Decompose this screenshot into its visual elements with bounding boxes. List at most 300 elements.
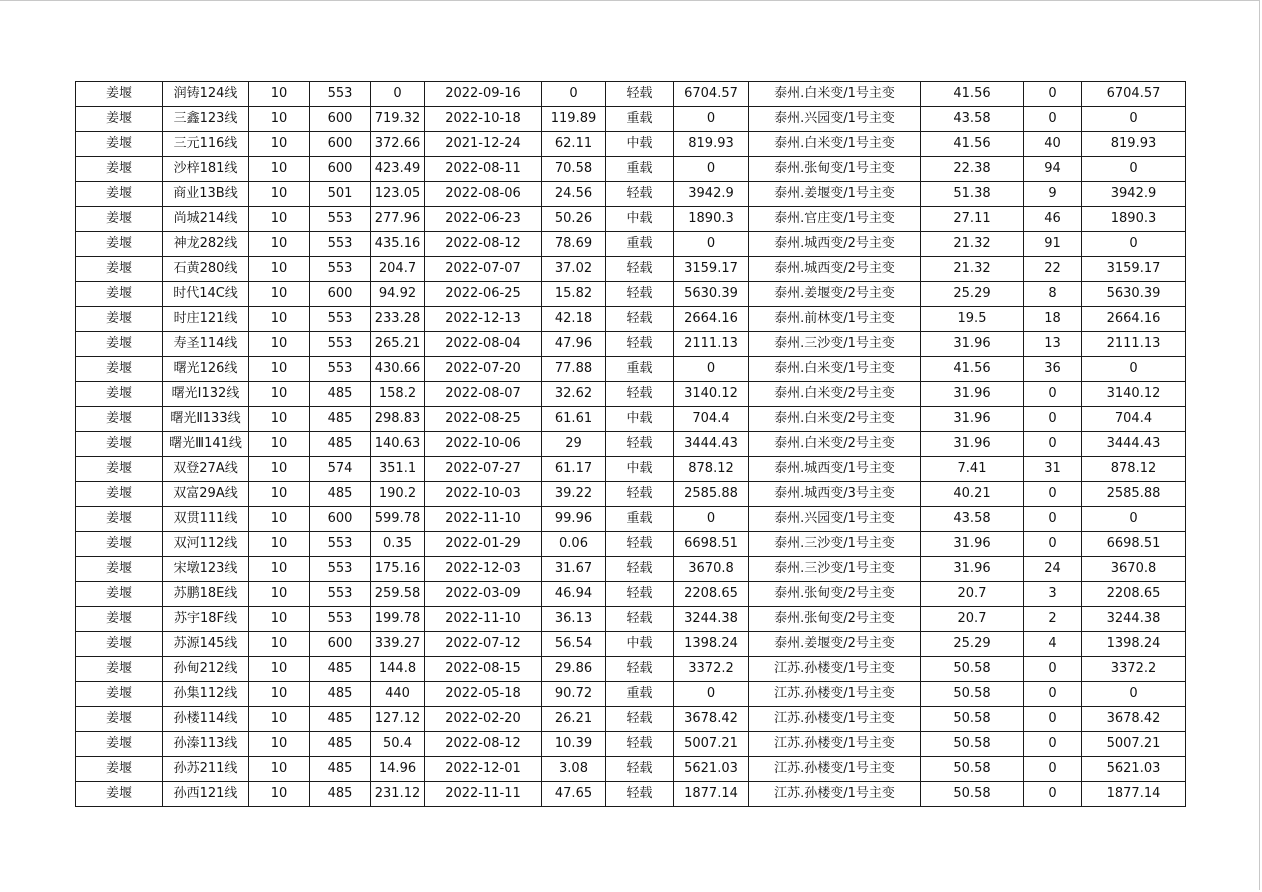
line-name-cell: 双富29A线 <box>163 482 249 507</box>
load-status-cell: 轻载 <box>606 482 674 507</box>
transformer-cell: 泰州.三沙变/1号主变 <box>749 557 921 582</box>
voltage-cell: 10 <box>249 782 310 807</box>
line-name-cell: 孙西121线 <box>163 782 249 807</box>
load-rate-cell: 26.21 <box>542 707 606 732</box>
load-status-cell: 中载 <box>606 207 674 232</box>
load-status-cell: 轻载 <box>606 557 674 582</box>
line-name-cell: 宋墩123线 <box>163 557 249 582</box>
available-capacity-cell: 6704.57 <box>674 82 749 107</box>
voltage-cell: 10 <box>249 107 310 132</box>
table-row <box>76 232 1186 257</box>
capacity-cell: 485 <box>310 782 371 807</box>
transformer-load-rate-cell: 21.32 <box>921 232 1024 257</box>
transformer-cell: 江苏.孙楼变/1号主变 <box>749 707 921 732</box>
table-row <box>76 632 1186 657</box>
capacity-cell: 600 <box>310 282 371 307</box>
voltage-cell: 10 <box>249 582 310 607</box>
available-capacity-cell: 5630.39 <box>674 282 749 307</box>
date-cell: 2022-07-20 <box>425 357 542 382</box>
voltage-cell: 10 <box>249 757 310 782</box>
date-cell: 2022-02-20 <box>425 707 542 732</box>
voltage-cell: 10 <box>249 732 310 757</box>
load-status-cell: 中载 <box>606 457 674 482</box>
region-cell: 姜堰 <box>76 307 163 332</box>
transformer-cell: 泰州.兴园变/1号主变 <box>749 107 921 132</box>
load-rate-cell: 90.72 <box>542 682 606 707</box>
transformer-load-rate-cell: 25.29 <box>921 632 1024 657</box>
voltage-cell: 10 <box>249 407 310 432</box>
open-capacity-cell: 3678.42 <box>1082 707 1186 732</box>
open-capacity-cell: 3670.8 <box>1082 557 1186 582</box>
region-cell: 姜堰 <box>76 707 163 732</box>
region-cell: 姜堰 <box>76 532 163 557</box>
capacity-cell: 553 <box>310 357 371 382</box>
transformer-cell: 泰州.白米变/1号主变 <box>749 132 921 157</box>
transformer-load-rate-cell: 41.56 <box>921 82 1024 107</box>
transformer-load-rate-cell: 22.38 <box>921 157 1024 182</box>
date-cell: 2022-05-18 <box>425 682 542 707</box>
region-cell: 姜堰 <box>76 107 163 132</box>
table-row <box>76 682 1186 707</box>
capacity-cell: 485 <box>310 757 371 782</box>
table-row <box>76 557 1186 582</box>
voltage-cell: 10 <box>249 332 310 357</box>
transformer-cell: 泰州.张甸变/2号主变 <box>749 607 921 632</box>
load-cell: 259.58 <box>371 582 425 607</box>
count-cell: 0 <box>1024 532 1082 557</box>
load-cell: 123.05 <box>371 182 425 207</box>
load-status-cell: 中载 <box>606 632 674 657</box>
voltage-cell: 10 <box>249 132 310 157</box>
open-capacity-cell: 3444.43 <box>1082 432 1186 457</box>
count-cell: 46 <box>1024 207 1082 232</box>
voltage-cell: 10 <box>249 632 310 657</box>
capacity-cell: 553 <box>310 207 371 232</box>
region-cell: 姜堰 <box>76 407 163 432</box>
available-capacity-cell: 2664.16 <box>674 307 749 332</box>
capacity-cell: 485 <box>310 482 371 507</box>
available-capacity-cell: 0 <box>674 157 749 182</box>
available-capacity-cell: 3244.38 <box>674 607 749 632</box>
load-cell: 231.12 <box>371 782 425 807</box>
open-capacity-cell: 5007.21 <box>1082 732 1186 757</box>
line-name-cell: 商业13B线 <box>163 182 249 207</box>
date-cell: 2022-07-12 <box>425 632 542 657</box>
transformer-load-rate-cell: 31.96 <box>921 382 1024 407</box>
voltage-cell: 10 <box>249 507 310 532</box>
region-cell: 姜堰 <box>76 557 163 582</box>
line-name-cell: 孙集112线 <box>163 682 249 707</box>
date-cell: 2022-10-03 <box>425 482 542 507</box>
voltage-cell: 10 <box>249 382 310 407</box>
transformer-cell: 泰州.白米变/2号主变 <box>749 432 921 457</box>
capacity-cell: 600 <box>310 632 371 657</box>
capacity-cell: 553 <box>310 257 371 282</box>
transformer-cell: 泰州.城西变/2号主变 <box>749 232 921 257</box>
capacity-cell: 485 <box>310 432 371 457</box>
available-capacity-cell: 1877.14 <box>674 782 749 807</box>
load-cell: 423.49 <box>371 157 425 182</box>
transformer-load-rate-cell: 50.58 <box>921 732 1024 757</box>
capacity-cell: 485 <box>310 732 371 757</box>
region-cell: 姜堰 <box>76 232 163 257</box>
load-rate-cell: 31.67 <box>542 557 606 582</box>
load-status-cell: 轻载 <box>606 782 674 807</box>
line-name-cell: 双河112线 <box>163 532 249 557</box>
load-status-cell: 轻载 <box>606 332 674 357</box>
count-cell: 2 <box>1024 607 1082 632</box>
available-capacity-cell: 0 <box>674 107 749 132</box>
count-cell: 0 <box>1024 482 1082 507</box>
load-status-cell: 轻载 <box>606 307 674 332</box>
available-capacity-cell: 0 <box>674 682 749 707</box>
load-cell: 50.4 <box>371 732 425 757</box>
transformer-cell: 泰州.姜堰变/2号主变 <box>749 632 921 657</box>
available-capacity-cell: 1890.3 <box>674 207 749 232</box>
open-capacity-cell: 1398.24 <box>1082 632 1186 657</box>
load-rate-cell: 70.58 <box>542 157 606 182</box>
capacity-cell: 485 <box>310 682 371 707</box>
table-row <box>76 157 1186 182</box>
available-capacity-cell: 3942.9 <box>674 182 749 207</box>
transformer-load-rate-cell: 50.58 <box>921 757 1024 782</box>
transformer-cell: 江苏.孙楼变/1号主变 <box>749 682 921 707</box>
table-row <box>76 382 1186 407</box>
available-capacity-cell: 704.4 <box>674 407 749 432</box>
open-capacity-cell: 0 <box>1082 507 1186 532</box>
voltage-cell: 10 <box>249 307 310 332</box>
date-cell: 2022-06-23 <box>425 207 542 232</box>
voltage-cell: 10 <box>249 707 310 732</box>
count-cell: 31 <box>1024 457 1082 482</box>
capacity-cell: 501 <box>310 182 371 207</box>
load-cell: 204.7 <box>371 257 425 282</box>
voltage-cell: 10 <box>249 282 310 307</box>
region-cell: 姜堰 <box>76 582 163 607</box>
line-name-cell: 孙苏211线 <box>163 757 249 782</box>
available-capacity-cell: 0 <box>674 507 749 532</box>
load-cell: 351.1 <box>371 457 425 482</box>
load-rate-cell: 61.61 <box>542 407 606 432</box>
transformer-cell: 泰州.三沙变/1号主变 <box>749 332 921 357</box>
line-name-cell: 寿圣114线 <box>163 332 249 357</box>
line-name-cell: 沙梓181线 <box>163 157 249 182</box>
count-cell: 94 <box>1024 157 1082 182</box>
date-cell: 2022-08-12 <box>425 732 542 757</box>
open-capacity-cell: 1877.14 <box>1082 782 1186 807</box>
date-cell: 2022-12-01 <box>425 757 542 782</box>
region-cell: 姜堰 <box>76 257 163 282</box>
open-capacity-cell: 2585.88 <box>1082 482 1186 507</box>
transformer-load-rate-cell: 40.21 <box>921 482 1024 507</box>
capacity-cell: 553 <box>310 582 371 607</box>
available-capacity-cell: 5007.21 <box>674 732 749 757</box>
data-table <box>75 81 1186 807</box>
load-status-cell: 中载 <box>606 407 674 432</box>
load-rate-cell: 10.39 <box>542 732 606 757</box>
voltage-cell: 10 <box>249 482 310 507</box>
available-capacity-cell: 3444.43 <box>674 432 749 457</box>
voltage-cell: 10 <box>249 207 310 232</box>
load-cell: 199.78 <box>371 607 425 632</box>
load-rate-cell: 99.96 <box>542 507 606 532</box>
line-name-cell: 曙光Ⅰ132线 <box>163 382 249 407</box>
count-cell: 24 <box>1024 557 1082 582</box>
load-rate-cell: 37.02 <box>542 257 606 282</box>
load-rate-cell: 62.11 <box>542 132 606 157</box>
open-capacity-cell: 5621.03 <box>1082 757 1186 782</box>
region-cell: 姜堰 <box>76 182 163 207</box>
voltage-cell: 10 <box>249 532 310 557</box>
available-capacity-cell: 0 <box>674 357 749 382</box>
open-capacity-cell: 5630.39 <box>1082 282 1186 307</box>
table-row <box>76 582 1186 607</box>
transformer-load-rate-cell: 43.58 <box>921 507 1024 532</box>
table-row <box>76 207 1186 232</box>
open-capacity-cell: 0 <box>1082 157 1186 182</box>
table-row <box>76 107 1186 132</box>
open-capacity-cell: 2664.16 <box>1082 307 1186 332</box>
capacity-cell: 553 <box>310 332 371 357</box>
line-name-cell: 双登27A线 <box>163 457 249 482</box>
table-row <box>76 782 1186 807</box>
load-status-cell: 重载 <box>606 507 674 532</box>
load-rate-cell: 32.62 <box>542 382 606 407</box>
table-row <box>76 182 1186 207</box>
line-name-cell: 苏鹏18E线 <box>163 582 249 607</box>
line-name-cell: 时庄121线 <box>163 307 249 332</box>
load-rate-cell: 56.54 <box>542 632 606 657</box>
voltage-cell: 10 <box>249 457 310 482</box>
transformer-load-rate-cell: 31.96 <box>921 407 1024 432</box>
transformer-cell: 泰州.三沙变/1号主变 <box>749 532 921 557</box>
transformer-load-rate-cell: 50.58 <box>921 707 1024 732</box>
date-cell: 2022-08-07 <box>425 382 542 407</box>
count-cell: 8 <box>1024 282 1082 307</box>
date-cell: 2022-11-10 <box>425 607 542 632</box>
open-capacity-cell: 2111.13 <box>1082 332 1186 357</box>
available-capacity-cell: 3670.8 <box>674 557 749 582</box>
load-status-cell: 轻载 <box>606 582 674 607</box>
region-cell: 姜堰 <box>76 357 163 382</box>
date-cell: 2022-12-13 <box>425 307 542 332</box>
transformer-load-rate-cell: 21.32 <box>921 257 1024 282</box>
transformer-cell: 泰州.兴园变/1号主变 <box>749 507 921 532</box>
region-cell: 姜堰 <box>76 782 163 807</box>
line-name-cell: 曙光126线 <box>163 357 249 382</box>
available-capacity-cell: 878.12 <box>674 457 749 482</box>
table-row <box>76 607 1186 632</box>
open-capacity-cell: 3159.17 <box>1082 257 1186 282</box>
load-status-cell: 中载 <box>606 132 674 157</box>
open-capacity-cell: 3244.38 <box>1082 607 1186 632</box>
load-rate-cell: 29.86 <box>542 657 606 682</box>
line-name-cell: 苏宇18F线 <box>163 607 249 632</box>
load-rate-cell: 77.88 <box>542 357 606 382</box>
count-cell: 0 <box>1024 682 1082 707</box>
capacity-cell: 553 <box>310 557 371 582</box>
table-row <box>76 482 1186 507</box>
transformer-cell: 江苏.孙楼变/1号主变 <box>749 782 921 807</box>
date-cell: 2022-07-07 <box>425 257 542 282</box>
load-status-cell: 轻载 <box>606 432 674 457</box>
line-name-cell: 曙光Ⅲ141线 <box>163 432 249 457</box>
line-name-cell: 尚城214线 <box>163 207 249 232</box>
transformer-cell: 泰州.白米变/2号主变 <box>749 407 921 432</box>
region-cell: 姜堰 <box>76 157 163 182</box>
capacity-cell: 485 <box>310 657 371 682</box>
count-cell: 0 <box>1024 707 1082 732</box>
date-cell: 2022-10-06 <box>425 432 542 457</box>
open-capacity-cell: 0 <box>1082 357 1186 382</box>
load-status-cell: 轻载 <box>606 732 674 757</box>
load-cell: 435.16 <box>371 232 425 257</box>
region-cell: 姜堰 <box>76 82 163 107</box>
line-name-cell: 石黄280线 <box>163 257 249 282</box>
load-status-cell: 轻载 <box>606 707 674 732</box>
region-cell: 姜堰 <box>76 457 163 482</box>
open-capacity-cell: 0 <box>1082 107 1186 132</box>
region-cell: 姜堰 <box>76 282 163 307</box>
voltage-cell: 10 <box>249 157 310 182</box>
capacity-cell: 553 <box>310 607 371 632</box>
capacity-cell: 553 <box>310 232 371 257</box>
capacity-cell: 553 <box>310 307 371 332</box>
date-cell: 2022-03-09 <box>425 582 542 607</box>
capacity-cell: 485 <box>310 407 371 432</box>
load-status-cell: 轻载 <box>606 757 674 782</box>
load-cell: 599.78 <box>371 507 425 532</box>
date-cell: 2022-12-03 <box>425 557 542 582</box>
load-cell: 94.92 <box>371 282 425 307</box>
load-rate-cell: 0.06 <box>542 532 606 557</box>
load-cell: 372.66 <box>371 132 425 157</box>
load-cell: 277.96 <box>371 207 425 232</box>
open-capacity-cell: 6704.57 <box>1082 82 1186 107</box>
region-cell: 姜堰 <box>76 657 163 682</box>
load-rate-cell: 119.89 <box>542 107 606 132</box>
load-rate-cell: 47.96 <box>542 332 606 357</box>
table-row <box>76 532 1186 557</box>
table-row <box>76 357 1186 382</box>
table-row <box>76 657 1186 682</box>
load-status-cell: 轻载 <box>606 382 674 407</box>
capacity-cell: 485 <box>310 382 371 407</box>
table-body <box>76 82 1186 807</box>
available-capacity-cell: 1398.24 <box>674 632 749 657</box>
count-cell: 0 <box>1024 382 1082 407</box>
load-cell: 175.16 <box>371 557 425 582</box>
voltage-cell: 10 <box>249 182 310 207</box>
capacity-cell: 600 <box>310 107 371 132</box>
line-name-cell: 孙楼114线 <box>163 707 249 732</box>
line-name-cell: 孙溱113线 <box>163 732 249 757</box>
available-capacity-cell: 3159.17 <box>674 257 749 282</box>
line-name-cell: 三鑫123线 <box>163 107 249 132</box>
count-cell: 0 <box>1024 657 1082 682</box>
capacity-cell: 553 <box>310 532 371 557</box>
date-cell: 2022-08-11 <box>425 157 542 182</box>
available-capacity-cell: 3372.2 <box>674 657 749 682</box>
load-rate-cell: 46.94 <box>542 582 606 607</box>
table-row <box>76 132 1186 157</box>
load-cell: 339.27 <box>371 632 425 657</box>
date-cell: 2022-07-27 <box>425 457 542 482</box>
table-row <box>76 732 1186 757</box>
transformer-load-rate-cell: 31.96 <box>921 557 1024 582</box>
transformer-load-rate-cell: 20.7 <box>921 582 1024 607</box>
load-cell: 144.8 <box>371 657 425 682</box>
voltage-cell: 10 <box>249 357 310 382</box>
load-status-cell: 轻载 <box>606 607 674 632</box>
table-row <box>76 307 1186 332</box>
open-capacity-cell: 819.93 <box>1082 132 1186 157</box>
transformer-cell: 泰州.城西变/3号主变 <box>749 482 921 507</box>
table-row <box>76 507 1186 532</box>
count-cell: 36 <box>1024 357 1082 382</box>
date-cell: 2022-08-12 <box>425 232 542 257</box>
transformer-load-rate-cell: 20.7 <box>921 607 1024 632</box>
transformer-cell: 泰州.官庄变/1号主变 <box>749 207 921 232</box>
load-rate-cell: 39.22 <box>542 482 606 507</box>
available-capacity-cell: 3140.12 <box>674 382 749 407</box>
table-row <box>76 407 1186 432</box>
load-cell: 719.32 <box>371 107 425 132</box>
load-cell: 430.66 <box>371 357 425 382</box>
count-cell: 3 <box>1024 582 1082 607</box>
date-cell: 2022-08-04 <box>425 332 542 357</box>
line-name-cell: 三元116线 <box>163 132 249 157</box>
table-row <box>76 432 1186 457</box>
table-row <box>76 707 1186 732</box>
region-cell: 姜堰 <box>76 132 163 157</box>
region-cell: 姜堰 <box>76 432 163 457</box>
line-name-cell: 润铸124线 <box>163 82 249 107</box>
date-cell: 2022-11-10 <box>425 507 542 532</box>
open-capacity-cell: 0 <box>1082 232 1186 257</box>
transformer-cell: 泰州.白米变/2号主变 <box>749 382 921 407</box>
date-cell: 2022-08-15 <box>425 657 542 682</box>
transformer-cell: 泰州.城西变/1号主变 <box>749 457 921 482</box>
count-cell: 4 <box>1024 632 1082 657</box>
voltage-cell: 10 <box>249 257 310 282</box>
voltage-cell: 10 <box>249 232 310 257</box>
load-rate-cell: 15.82 <box>542 282 606 307</box>
region-cell: 姜堰 <box>76 632 163 657</box>
voltage-cell: 10 <box>249 432 310 457</box>
region-cell: 姜堰 <box>76 382 163 407</box>
load-status-cell: 重载 <box>606 157 674 182</box>
load-cell: 298.83 <box>371 407 425 432</box>
count-cell: 22 <box>1024 257 1082 282</box>
region-cell: 姜堰 <box>76 607 163 632</box>
load-status-cell: 轻载 <box>606 532 674 557</box>
date-cell: 2022-08-06 <box>425 182 542 207</box>
count-cell: 0 <box>1024 107 1082 132</box>
capacity-cell: 553 <box>310 82 371 107</box>
transformer-load-rate-cell: 50.58 <box>921 682 1024 707</box>
load-rate-cell: 50.26 <box>542 207 606 232</box>
table-row <box>76 457 1186 482</box>
load-status-cell: 轻载 <box>606 282 674 307</box>
table-row <box>76 757 1186 782</box>
transformer-load-rate-cell: 31.96 <box>921 432 1024 457</box>
open-capacity-cell: 3372.2 <box>1082 657 1186 682</box>
voltage-cell: 10 <box>249 82 310 107</box>
table-row <box>76 332 1186 357</box>
load-rate-cell: 36.13 <box>542 607 606 632</box>
open-capacity-cell: 704.4 <box>1082 407 1186 432</box>
